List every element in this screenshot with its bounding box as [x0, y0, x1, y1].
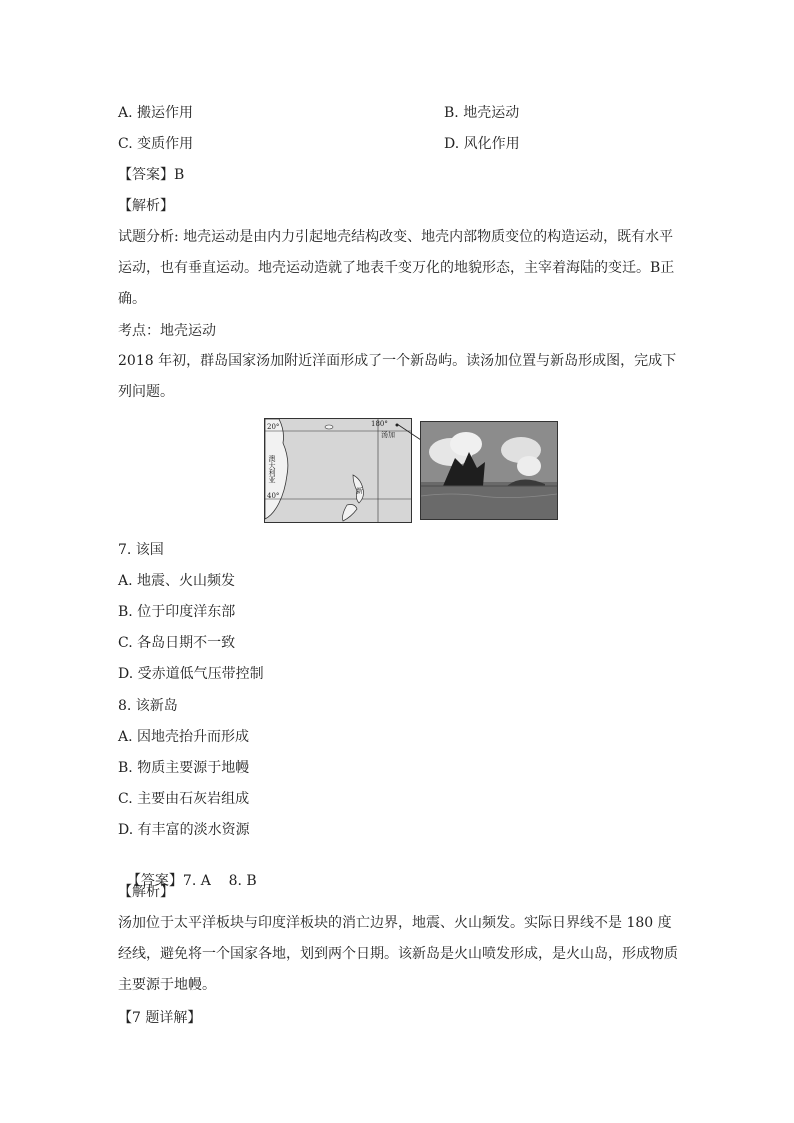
q7-stem: 7. 该国	[118, 542, 164, 558]
new-island-photo	[420, 421, 558, 520]
q7-option-d: D. 受赤道低气压带控制	[118, 666, 264, 682]
answer-label: 【答案】	[118, 167, 174, 183]
new-caledonia	[325, 425, 333, 429]
q6-option-d: D. 风化作用	[444, 136, 520, 152]
q6-answer	[118, 165, 184, 185]
q6-analysis-text: 试题分析: 地壳运动是由内力引起地壳结构改变、地壳内部物质变位的构造运动，既有水平运动，也有垂直运动。地壳运动造就了地表千变万化的地貌形态，主宰着海陆的变迁。B正确。	[118, 229, 675, 307]
q6-option-a: A. 搬运作用	[118, 105, 194, 121]
lon-180-label: 180°	[371, 420, 388, 428]
q6-analysis-heading: 【解析】	[118, 198, 174, 214]
answer-value: B	[174, 167, 185, 183]
lat-40-label: 40°	[267, 492, 280, 500]
kaodian: 考点：地壳运动	[118, 323, 216, 339]
q7-option-a: A. 地震、火山频发	[118, 573, 236, 589]
analysis-78-heading: 【解析】	[118, 884, 174, 900]
q7-option-b: B. 位于印度洋东部	[118, 604, 236, 620]
lat-20-label: 20°	[267, 423, 280, 431]
q8-option-a: A. 因地壳抬升而形成	[118, 729, 250, 745]
q8-option-d: D. 有丰富的淡水资源	[118, 822, 250, 838]
q8-option-c: C. 主要由石灰岩组成	[118, 791, 250, 807]
q6-option-b: B. 地壳运动	[444, 105, 520, 121]
nz-label: 新	[356, 487, 363, 495]
steam-lower	[517, 456, 541, 476]
intro-text: 2018 年初，群岛国家汤加附近洋面形成了一个新岛屿。读汤加位置与新岛形成图，完成下列问题。	[118, 353, 677, 400]
photo-svg	[421, 422, 557, 519]
answer-value: 7. A 8. B	[182, 873, 257, 889]
cloud-left-top	[450, 432, 482, 456]
sea	[421, 482, 557, 519]
q8-stem: 8. 该新岛	[118, 698, 178, 714]
analysis-78-text: 汤加位于太平洋板块与印度洋板块的消亡边界，地震、火山频发。实际日界线不是 180 度经线，避免将一个国家各地，划到两个日期。该新岛是火山喷发形成，是火山岛，形成物质主要源于地幔。	[118, 915, 678, 993]
answer-label: 【答案】	[126, 873, 183, 889]
q7-detail-heading: 【7 题详解】	[118, 1010, 202, 1026]
australia-label: 澳大利亚	[268, 455, 276, 483]
q8-option-b: B. 物质主要源于地幔	[118, 760, 250, 776]
q6-option-c: C. 变质作用	[118, 136, 194, 152]
q7-option-c: C. 各岛日期不一致	[118, 635, 236, 651]
tonga-label: 汤加	[381, 431, 395, 439]
